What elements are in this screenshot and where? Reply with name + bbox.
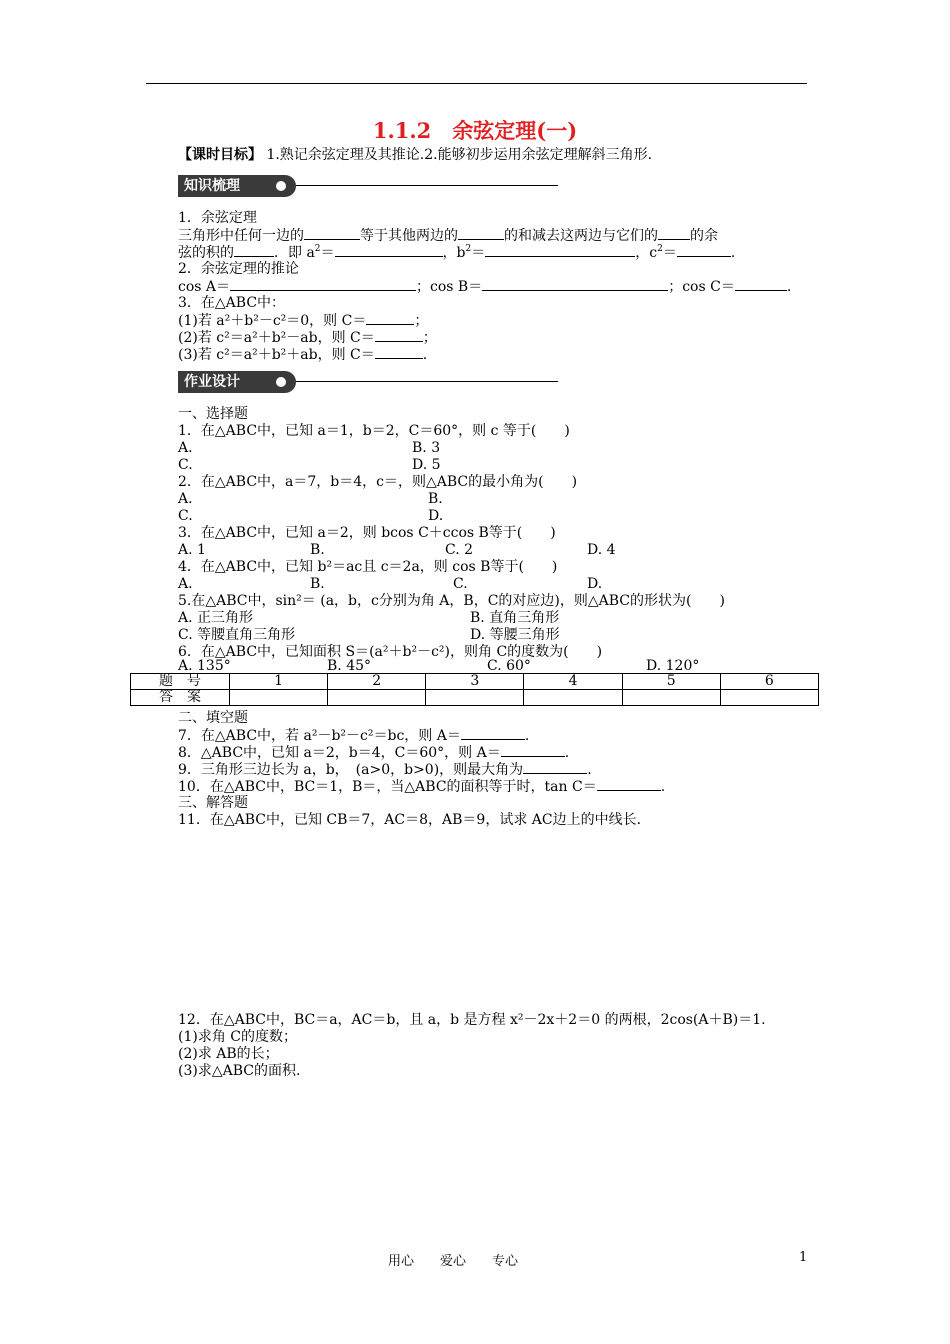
k-item1-title: 1．余弦定理 [178,210,257,226]
fill-blank[interactable] [597,778,661,791]
q1-option-c: C. [178,457,193,473]
fill-blank[interactable] [375,329,423,342]
section-rule [296,381,558,382]
answer-cell[interactable] [524,690,622,706]
answer-cell[interactable] [720,690,818,706]
text: (2)若 c²＝a²＋b²－ab，则 C＝ [178,330,375,346]
fill-blank[interactable] [230,278,416,291]
answer-cell[interactable] [328,690,426,706]
q5-option-a: A. 正三角形 [178,610,254,626]
fill-blank[interactable] [366,312,414,325]
q6-option-b: B. 45° [327,658,372,674]
q2-option-b: B. [428,491,443,507]
k-item3-title: 3．在△ABC中： [178,295,286,311]
fill-blank[interactable] [461,727,525,740]
q4-option-b: B. [310,576,325,592]
text: 8．△ABC中，已知 a＝2，b＝4，C＝60°，则 A＝ [178,745,501,761]
q1-option-a: A. [178,440,193,456]
q5-stem: 5.在△ABC中，sin²＝ (a，b，c分别为角 A，B，C的对应边)，则△ABC的形状为( ) [178,593,725,609]
table-row-head: 答 案 [131,690,230,706]
text: ；cos B＝ [416,279,483,295]
q12-part3: (3)求△ABC的面积. [178,1063,301,1079]
q4-option-a: A. [178,576,193,592]
fill-blank[interactable] [501,744,565,757]
text: 弦的积的 [178,245,234,261]
answer-cell[interactable] [426,690,524,706]
q12-part2: (2)求 AB的长； [178,1046,279,1062]
q6-stem: 6．在△ABC中，已知面积 S＝(a²＋b²－c²)，则角 C的度数为( ) [178,644,603,660]
fill-blank[interactable] [234,244,274,257]
text: (1)若 a²＋b²－c²＝0，则 C＝ [178,313,367,329]
fill-blank[interactable] [304,227,360,240]
q6-option-a: A. 135° [178,658,231,674]
fill-blank[interactable] [482,278,668,291]
q5-option-c: C. 等腰直角三角形 [178,627,296,643]
q6-option-c: C. 60° [487,658,531,674]
k-item2-title: 2．余弦定理的推论 [178,261,299,277]
section-homework-header [178,371,558,393]
q9: 9．三角形三边长为 a，b， (a>0，b>0)，则最大角为 . [178,762,592,778]
fill-blank[interactable] [658,227,690,240]
text: 等于其他两边的 [360,228,458,244]
table-row [131,690,819,706]
k-item1-line2: 弦的积的 ．即 $a^2=$ ，$b^2=$ ，$c^2=$ . [178,244,736,261]
question-number: 2 [328,674,426,690]
fill-blank[interactable] [523,761,587,774]
text: 9．三角形三边长为 a，b， (a>0，b>0)，则最大角为 [178,762,524,778]
question-number: 6 [720,674,818,690]
lesson-goal [178,147,652,164]
q12-part1: (1)求角 C的度数； [178,1029,297,1045]
table-row-head: 题 号 [131,674,230,690]
q3-option-a: A. 1 [178,542,206,558]
section-knowledge-header [178,175,558,197]
q4-option-d: D. [587,576,603,592]
page-number: 1 [799,1250,808,1265]
k-item3-1: (1)若 a²＋b²－c²＝0，则 C＝ ； [178,313,429,329]
q5-option-b: B. 直角三角形 [470,610,560,626]
text: ．即 a [274,245,315,261]
fill-blank[interactable] [458,227,504,240]
q3-option-c: C. 2 [445,542,474,558]
q4-stem: 4．在△ABC中，已知 b²＝ac且 c＝2a，则 cos B等于( ) [178,559,558,575]
q2-option-a: A. [178,491,193,507]
question-number: 1 [230,674,328,690]
fill-blank[interactable] [485,244,635,257]
q4-option-c: C. [453,576,468,592]
text: ＝ [662,245,677,261]
text: 三角形中任何一边的 [178,228,304,244]
text: ，b [442,245,466,261]
page-title: 1.1.2 余弦定理(一) [372,118,578,143]
answer-table [130,673,819,706]
fill-blank[interactable] [335,244,443,257]
k-item3-2: (2)若 c²＝a²＋b²－ab，则 C＝ ； [178,330,437,346]
text: 的余 [690,228,718,244]
k-item1-line1 [178,227,718,245]
answer-cell[interactable] [230,690,328,706]
bullet-dot-icon [276,181,286,191]
q12: 12．在△ABC中，BC＝a，AC＝b，且 a，b 是方程 x²－2x＋2＝0 的两根，2cos(A＋B)＝1. [178,1012,766,1028]
part2-heading: 二、填空题 [178,710,248,726]
part1-heading: 一、选择题 [178,406,248,422]
question-number: 4 [524,674,622,690]
k-item2-line: cos A＝ ；cos B＝ ；cos C＝ . [178,279,792,295]
text: 10．在△ABC中，BC＝1，B＝，当△ABC的面积等于时，tan C＝ [178,779,597,795]
q1-option-b: B. 3 [412,440,441,456]
q6-option-d: D. 120° [646,658,700,674]
text: 的和减去这两边与它们的 [504,228,658,244]
q7: 7．在△ABC中，若 a²－b²－c²＝bc，则 A＝ . [178,728,530,744]
part3-heading: 三、解答题 [178,795,248,811]
q2-stem: 2．在△ABC中，a＝7，b＝4，c＝，则△ABC的最小角为( ) [178,474,578,490]
question-number: 5 [622,674,720,690]
bullet-dot-icon [276,377,286,387]
text: cos A＝ [178,279,231,295]
text: 7．在△ABC中，若 a²－b²－c²＝bc，则 A＝ [178,728,461,744]
q3-option-d: D. 4 [587,542,616,558]
header-rule [146,83,807,84]
k-item3-3: (3)若 c²＝a²＋b²＋ab，则 C＝ . [178,347,428,363]
q5-option-d: D. 等腰三角形 [470,627,560,643]
q3-stem: 3．在△ABC中，已知 a＝2，则 bcos C＋ccos B等于( ) [178,525,556,541]
answer-cell[interactable] [622,690,720,706]
fill-blank[interactable] [735,278,787,291]
q1-option-d: D. 5 [412,457,441,473]
text: (3)若 c²＝a²＋b²＋ab，则 C＝ [178,347,375,363]
q2-option-d: D. [428,508,444,524]
q8: 8．△ABC中，已知 a＝2，b＝4，C＝60°，则 A＝ . [178,745,570,761]
q1-stem: 1．在△ABC中，已知 a＝1，b＝2，C＝60°，则 c 等于( ) [178,423,570,439]
footer-slogan: 用心 爱心 专心 [388,1254,519,1269]
goal-label: 【课时目标】 [178,147,262,163]
section-knowledge-label: 知识梳理 [178,175,296,197]
fill-blank[interactable] [677,244,731,257]
text: ＝ [471,245,486,261]
q3-option-b: B. [310,542,325,558]
text: ＝ [320,245,335,261]
q11: 11．在△ABC中，已知 CB＝7，AC＝8，AB＝9，试求 AC边上的中线长． [178,812,651,828]
q2-option-c: C. [178,508,193,524]
table-row [131,674,819,690]
section-homework-label: 作业设计 [178,371,296,393]
q10: 10．在△ABC中，BC＝1，B＝，当△ABC的面积等于时，tan C＝ . [178,779,666,795]
text: ；cos C＝ [668,279,735,295]
question-number: 3 [426,674,524,690]
fill-blank[interactable] [375,346,423,359]
goal-text: 1.熟记余弦定理及其推论.2.能够初步运用余弦定理解斜三角形. [262,147,653,163]
section-rule [296,185,558,186]
text: ，c [635,245,658,261]
